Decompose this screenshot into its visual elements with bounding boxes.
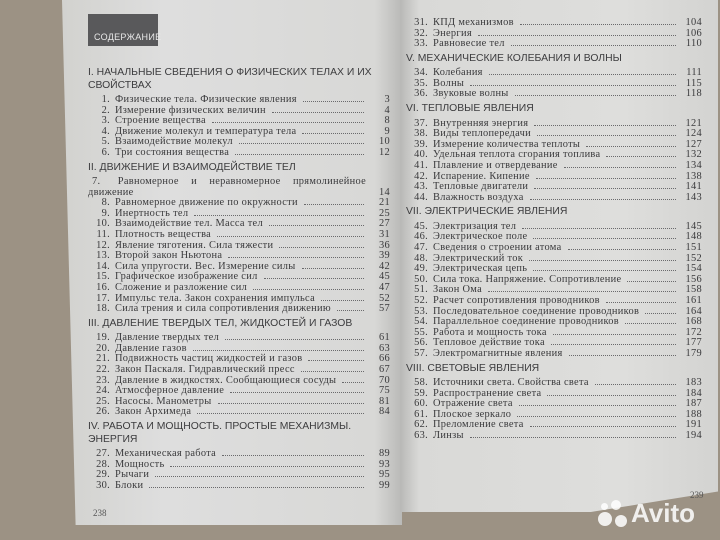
entry-number: 12. <box>96 239 110 251</box>
entry-title: Тепловое действие тока <box>433 337 545 349</box>
entry-number: 4. <box>101 125 110 137</box>
entry-page: 66 <box>379 353 390 365</box>
entry-page: 84 <box>379 406 390 418</box>
entry-page: 104 <box>685 17 702 28</box>
entry-number: 30. <box>96 479 110 491</box>
entry-title: Физические тела. Физические явления <box>115 94 297 105</box>
toc-entry[interactable] <box>88 95 390 106</box>
entry-title: Испарение. Кипение <box>433 170 530 182</box>
entry-number: 53. <box>414 305 428 317</box>
dot-leader <box>321 300 364 301</box>
section-title: V. МЕХАНИЧЕСКИЕ КОЛЕБАНИЯ И ВОЛНЫ <box>406 52 622 64</box>
entry-page: 179 <box>685 347 702 359</box>
entry-title: Звуковые волны <box>433 88 509 100</box>
entry-page: 95 <box>379 469 390 481</box>
entry-title: Сила тока. Напряжение. Сопротивление <box>433 273 622 285</box>
entry-title: Электрический ток <box>433 252 524 264</box>
dot-leader <box>337 310 364 311</box>
entry-number: 16. <box>96 282 110 293</box>
entry-number: 63. <box>414 430 428 441</box>
entry-number: 9. <box>101 207 110 219</box>
entry-page: 99 <box>379 479 390 491</box>
dot-leader <box>225 339 364 340</box>
entry-page: 158 <box>685 284 702 296</box>
entry-number: 50. <box>414 273 428 285</box>
dot-leader <box>533 238 676 239</box>
entry-page: 194 <box>685 430 702 441</box>
entry-title: Явление тяготения. Сила тяжести <box>115 239 274 251</box>
entry-title: Энергия <box>433 27 472 39</box>
entry-page: 27 <box>379 218 390 230</box>
entry-page: 187 <box>685 398 702 410</box>
entry-number: 31. <box>414 17 428 28</box>
dot-leader <box>537 135 676 136</box>
entry-page: 156 <box>685 273 702 285</box>
entry-page: 8 <box>384 115 390 127</box>
entry-page: 188 <box>685 408 702 420</box>
avito-watermark-text: Avito <box>631 498 696 528</box>
entry-title: Сила упругости. Вес. Измерение силы <box>115 260 296 272</box>
section-title: VII. ЭЛЕКТРИЧЕСКИЕ ЯВЛЕНИЯ <box>406 206 568 218</box>
entry-title: Виды теплопередачи <box>433 128 531 140</box>
left-toc-column <box>88 64 390 491</box>
entry-page: 4 <box>384 104 390 116</box>
dot-leader <box>302 268 365 269</box>
dot-leader <box>272 112 364 113</box>
entry-title: Блоки <box>115 479 144 491</box>
entry-page: 121 <box>685 117 702 129</box>
entry-number: 35. <box>414 77 428 89</box>
entry-title: Механическая работа <box>115 448 217 460</box>
entry-number: 43. <box>414 181 428 193</box>
entry-number: 60. <box>414 398 428 410</box>
toc-entry[interactable] <box>406 89 702 100</box>
entry-title: Последовательное соединение проводников <box>433 305 640 317</box>
entry-page: 52 <box>379 292 390 304</box>
entry-title: Отражение света <box>433 398 513 410</box>
entry-number: 19. <box>96 332 110 344</box>
dot-leader <box>530 426 676 427</box>
toc-entry[interactable] <box>406 193 702 204</box>
entry-title: Взаимодействие тел. Масса тел <box>115 218 263 230</box>
entry-number: 6. <box>101 146 110 158</box>
entry-page: 3 <box>384 94 390 105</box>
entry-page: 45 <box>379 271 390 283</box>
entry-number: 42. <box>414 170 428 182</box>
entry-page: 21 <box>379 197 390 209</box>
entry-number: 46. <box>414 231 428 243</box>
dot-leader <box>522 228 676 229</box>
entry-number: 41. <box>414 159 428 171</box>
page-number-right: 239 <box>690 490 704 500</box>
entry-number: 51. <box>414 284 428 296</box>
dot-leader <box>625 323 676 324</box>
dot-leader <box>595 384 676 385</box>
entry-number: 2. <box>101 104 110 116</box>
entry-number: 26. <box>96 406 110 418</box>
entry-page: 151 <box>685 242 702 253</box>
avito-watermark <box>598 498 695 529</box>
entry-number: 45. <box>414 220 428 232</box>
entry-page: 12 <box>379 146 390 158</box>
dot-leader <box>193 350 364 351</box>
dot-leader <box>547 395 676 396</box>
entry-number: 22. <box>96 364 110 376</box>
toc-entry[interactable] <box>406 431 702 442</box>
entry-title: Строение вещества <box>115 115 206 127</box>
dot-leader <box>515 95 676 96</box>
entry-number: 20. <box>96 342 110 354</box>
dot-leader <box>627 281 676 282</box>
entry-title: Параллельное соединение проводников <box>433 316 619 328</box>
toc-entry[interactable] <box>88 148 390 159</box>
avito-logo-icon <box>598 500 628 528</box>
dot-leader <box>197 413 364 414</box>
entry-page: 63 <box>379 342 390 354</box>
entry-title: Сила трения и сила сопротивления движению <box>115 303 331 315</box>
entry-page: 191 <box>685 419 702 431</box>
entry-title: Подвижность частиц жидкостей и газов <box>115 353 303 365</box>
entry-page: 47 <box>379 282 390 293</box>
entry-page: 183 <box>685 377 702 389</box>
entry-page: 61 <box>379 332 390 344</box>
entry-title: Плотность вещества <box>115 229 212 241</box>
entry-title: Закон Паскаля. Гидравлический пресс <box>115 364 295 376</box>
dot-leader <box>470 437 676 438</box>
toc-entry[interactable] <box>406 349 702 360</box>
entry-number: 11. <box>96 229 110 241</box>
entry-number: 1. <box>101 94 110 105</box>
entry-page: 111 <box>686 67 702 79</box>
entry-title: Работа и мощность тока <box>433 326 547 338</box>
entry-title: КПД механизмов <box>433 17 514 28</box>
entry-page: 81 <box>379 395 390 407</box>
entry-number: 56. <box>414 337 428 349</box>
entry-title: Сложение и разложение сил <box>115 282 248 293</box>
entry-number: 21. <box>96 353 110 365</box>
entry-number: 13. <box>96 250 110 262</box>
entry-number: 7. <box>92 176 101 188</box>
dot-leader <box>551 344 676 345</box>
section-title: VIII. СВЕТОВЫЕ ЯВЛЕНИЯ <box>406 362 540 374</box>
dot-leader <box>489 74 676 75</box>
entry-number: 24. <box>96 385 110 397</box>
entry-number: 8. <box>101 197 110 209</box>
entry-page: 70 <box>379 374 390 386</box>
entry-page: 124 <box>685 128 702 140</box>
dot-leader <box>520 24 676 25</box>
entry-number: 57. <box>414 347 428 359</box>
dot-leader <box>228 257 364 258</box>
entry-page: 134 <box>685 159 702 171</box>
dot-leader <box>553 334 676 335</box>
dot-leader <box>645 313 676 314</box>
contents-header <box>88 14 162 46</box>
toc-entry[interactable] <box>406 243 702 254</box>
entry-title: Электрическая цепь <box>433 263 528 275</box>
dot-leader <box>488 291 676 292</box>
entry-page: 110 <box>685 38 702 50</box>
entry-page: 145 <box>685 220 702 232</box>
entry-number: 23. <box>96 374 110 386</box>
entry-page: 184 <box>685 387 702 399</box>
entry-page: 31 <box>379 229 390 241</box>
entry-number: 18. <box>96 303 110 315</box>
entry-page: 10 <box>379 136 390 148</box>
dot-leader <box>478 35 676 36</box>
entry-title: Преломление света <box>433 419 524 431</box>
dot-leader <box>279 247 364 248</box>
dot-leader <box>533 270 676 271</box>
entry-page: 127 <box>685 138 702 150</box>
dot-leader <box>218 403 364 404</box>
dot-leader <box>303 101 364 102</box>
entry-title: Колебания <box>433 67 483 79</box>
entry-title: Давление твердых тел <box>115 332 220 344</box>
toc-entry[interactable] <box>88 407 390 418</box>
toc-entry[interactable] <box>406 296 702 307</box>
entry-title: Давление в жидкостях. Сообщающиеся сосуды <box>115 374 337 386</box>
dot-leader <box>308 360 364 361</box>
entry-number: 62. <box>414 419 428 431</box>
dot-leader <box>606 156 676 157</box>
entry-title: Второй закон Ньютона <box>115 250 223 262</box>
dot-leader <box>529 260 676 261</box>
dot-leader <box>606 302 676 303</box>
entry-page: 67 <box>379 364 390 376</box>
dot-leader <box>534 125 676 126</box>
dot-leader <box>301 371 364 372</box>
entry-title: Мощность <box>115 458 165 470</box>
entry-page: 42 <box>379 260 390 272</box>
entry-number: 5. <box>101 136 110 148</box>
entry-title: Тепловые двигатели <box>433 181 529 193</box>
entry-title: Насосы. Манометры <box>115 395 212 407</box>
entry-title: Три состояния вещества <box>115 146 230 158</box>
entry-number: 37. <box>414 117 428 129</box>
entry-number: 29. <box>96 469 110 481</box>
entry-number: 27. <box>96 448 110 460</box>
toc-entry[interactable] <box>88 481 390 492</box>
dot-leader <box>253 289 364 290</box>
dot-leader <box>222 455 364 456</box>
contents-header-label: СОДЕРЖАНИЕ <box>94 32 162 42</box>
entry-page: 148 <box>685 231 702 243</box>
entry-page: 138 <box>685 170 702 182</box>
toc-entry[interactable] <box>88 304 390 315</box>
entry-title: Сведения о строении атома <box>433 242 562 253</box>
entry-page: 152 <box>685 252 702 264</box>
toc-entry[interactable] <box>406 39 702 50</box>
page-number-left: 238 <box>93 508 107 518</box>
dot-leader <box>304 204 364 205</box>
entry-page: 57 <box>379 303 390 315</box>
dot-leader <box>230 392 364 393</box>
entry-title: Инертность тел <box>115 207 189 219</box>
dot-leader <box>170 466 364 467</box>
section-title: VI. ТЕПЛОВЫЕ ЯВЛЕНИЯ <box>406 103 534 115</box>
entry-number: 48. <box>414 252 428 264</box>
entry-number: 34. <box>414 67 428 79</box>
entry-title: Распространение света <box>433 387 542 399</box>
entry-number: 58. <box>414 377 428 389</box>
dot-leader <box>194 215 364 216</box>
dot-leader <box>342 382 364 383</box>
dot-leader <box>517 416 676 417</box>
dot-leader <box>564 167 676 168</box>
section-title: III. ДАВЛЕНИЕ ТВЕРДЫХ ТЕЛ, ЖИДКОСТЕЙ И ГАЗОВ <box>88 317 353 329</box>
dot-leader <box>568 249 677 250</box>
dot-leader <box>149 487 364 488</box>
dot-leader <box>302 133 364 134</box>
entry-page: 172 <box>685 326 702 338</box>
entry-page: 132 <box>685 149 702 161</box>
dot-leader <box>470 85 676 86</box>
dot-leader <box>239 143 364 144</box>
entry-title: Электромагнитные явления <box>433 347 563 359</box>
entry-page: 39 <box>379 250 390 262</box>
entry-number: 38. <box>414 128 428 140</box>
entry-number: 52. <box>414 294 428 306</box>
dot-leader <box>586 146 676 147</box>
entry-title: Графическое изображение сил <box>115 271 258 283</box>
entry-number: 25. <box>96 395 110 407</box>
dot-leader <box>269 225 364 226</box>
entry-page: 141 <box>685 181 702 193</box>
entry-number: 47. <box>414 242 428 253</box>
entry-page: 164 <box>685 305 702 317</box>
entry-number: 44. <box>414 191 428 203</box>
dot-leader <box>519 405 676 406</box>
entry-page: 177 <box>685 337 702 349</box>
section-title: I. НАЧАЛЬНЫЕ СВЕДЕНИЯ О ФИЗИЧЕСКИХ ТЕЛАХ И ИХ СВОЙСТВАХ <box>88 67 372 91</box>
entry-number: 55. <box>414 326 428 338</box>
entry-page: 75 <box>379 385 390 397</box>
entry-number: 15. <box>96 271 110 283</box>
entry-number: 54. <box>414 316 428 328</box>
entry-number: 39. <box>414 138 428 150</box>
entry-number: 3. <box>101 115 110 127</box>
entry-title: Атмосферное давление <box>115 385 225 397</box>
entry-page: 161 <box>685 294 702 306</box>
entry-page: 154 <box>685 263 702 275</box>
toc-entry[interactable] <box>88 177 390 198</box>
entry-title: Измерение физических величин <box>115 104 266 116</box>
entry-title: Импульс тела. Закон сохранения импульса <box>115 292 315 304</box>
entry-page: 89 <box>379 448 390 460</box>
entry-page: 143 <box>685 191 702 203</box>
entry-title: Давление газов <box>115 342 187 354</box>
toc-entry[interactable] <box>88 283 390 294</box>
entry-title: Плавление и отвердевание <box>433 159 558 171</box>
section-title: IV. РАБОТА И МОЩНОСТЬ. ПРОСТЫЕ МЕХАНИЗМЫ. ЭНЕРГИЯ <box>88 421 352 445</box>
entry-title: Равномерное и неравномерное прямолинейное движение <box>88 176 366 198</box>
entry-page: 115 <box>685 77 702 89</box>
entry-number: 61. <box>414 408 428 420</box>
dot-leader <box>511 45 676 46</box>
entry-title: Плоское зеркало <box>433 408 512 420</box>
entry-title: Линзы <box>433 430 464 441</box>
entry-title: Движение молекул и температура тела <box>115 125 297 137</box>
entry-title: Внутренняя энергия <box>433 117 529 129</box>
entry-number: 17. <box>96 292 110 304</box>
dot-leader <box>155 476 364 477</box>
entry-number: 49. <box>414 263 428 275</box>
dot-leader <box>530 199 676 200</box>
entry-title: Удельная теплота сгорания топлива <box>433 149 601 161</box>
entry-page: 118 <box>685 88 702 100</box>
entry-title: Измерение количества теплоты <box>433 138 581 150</box>
entry-number: 14. <box>96 260 110 272</box>
entry-title: Волны <box>433 77 465 89</box>
entry-page: 168 <box>685 316 702 328</box>
entry-title: Источники света. Свойства света <box>433 377 589 389</box>
dot-leader <box>217 236 364 237</box>
section-title: II. ДВИЖЕНИЕ И ВЗАИМОДЕЙСТВИЕ ТЕЛ <box>88 161 296 173</box>
dot-leader <box>235 154 364 155</box>
dot-leader <box>569 355 676 356</box>
right-toc-column <box>406 18 702 442</box>
dot-leader <box>534 188 676 189</box>
entry-number: 28. <box>96 458 110 470</box>
toc-entry[interactable] <box>406 18 702 29</box>
toc-entry[interactable] <box>406 161 702 172</box>
entry-page: 9 <box>384 125 390 137</box>
entry-title: Влажность воздуха <box>433 191 524 203</box>
entry-title: Электрическое поле <box>433 231 528 243</box>
entry-page: 93 <box>379 458 390 470</box>
entry-title: Равновесие тел <box>433 38 505 50</box>
entry-number: 33. <box>414 38 428 50</box>
dot-leader <box>212 122 364 123</box>
dot-leader <box>264 278 364 279</box>
dot-leader <box>536 178 676 179</box>
entry-page: 36 <box>379 239 390 251</box>
entry-number: 10. <box>96 218 110 230</box>
entry-number: 59. <box>414 387 428 399</box>
entry-page: 25 <box>379 207 390 219</box>
entry-page: 106 <box>685 27 702 39</box>
entry-title: Закон Архимеда <box>115 406 192 418</box>
entry-title: Расчет сопротивления проводников <box>433 294 600 306</box>
entry-title: Электризация тел <box>433 220 517 232</box>
entry-title: Рычаги <box>115 469 150 481</box>
entry-number: 36. <box>414 88 428 100</box>
entry-title: Закон Ома <box>433 284 483 296</box>
entry-number: 32. <box>414 27 428 39</box>
entry-title: Равномерное движение по окружности <box>115 197 298 209</box>
entry-number: 40. <box>414 149 428 161</box>
entry-page: 14 <box>379 186 390 198</box>
entry-title: Взаимодействие молекул <box>115 136 233 148</box>
